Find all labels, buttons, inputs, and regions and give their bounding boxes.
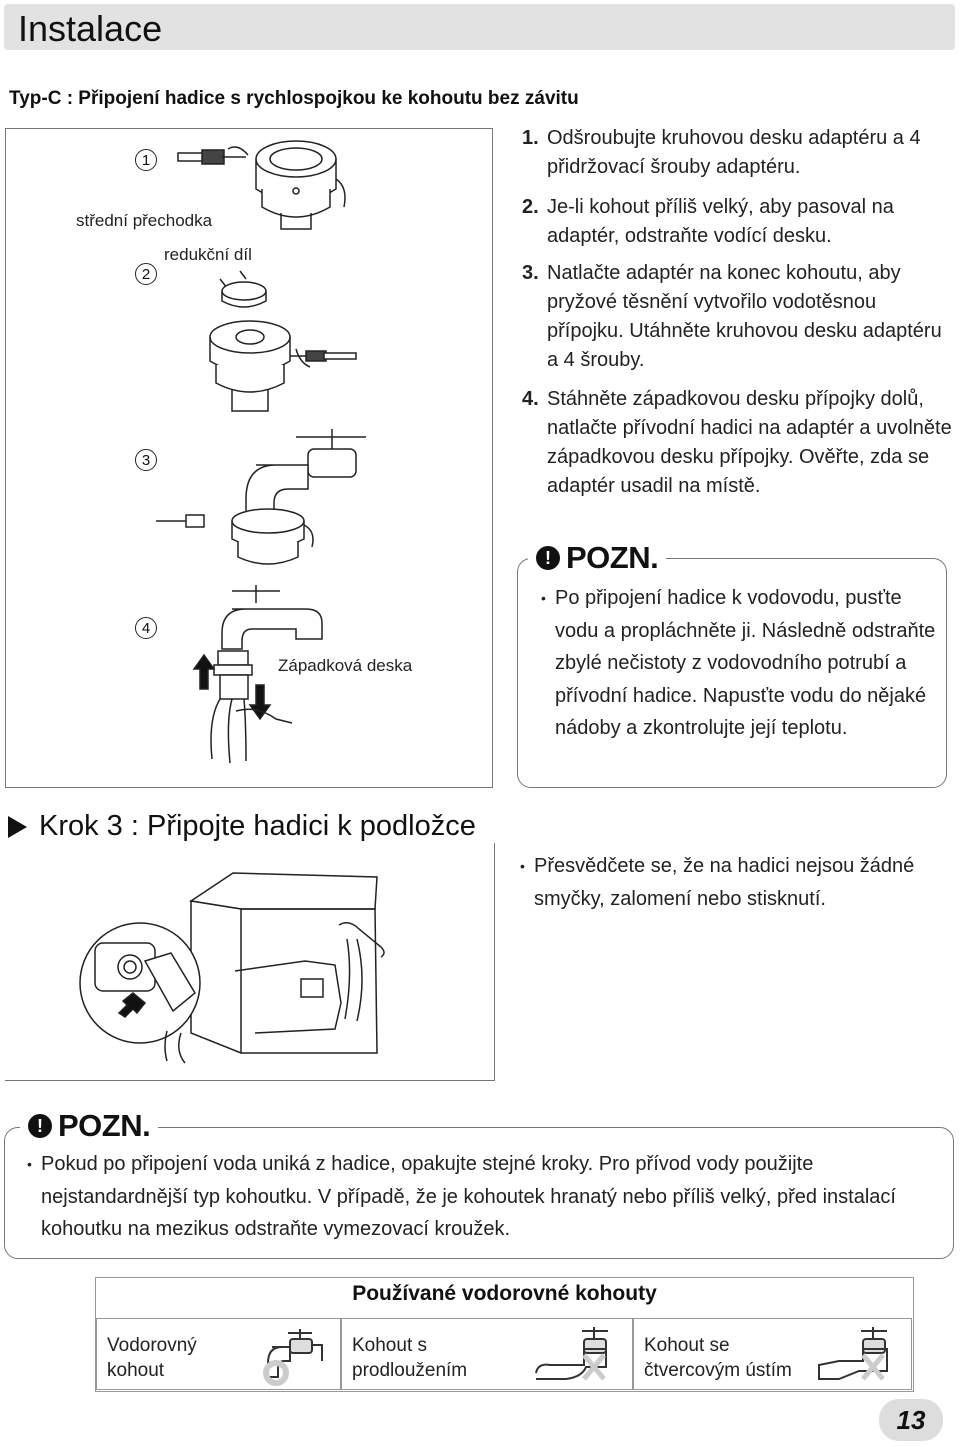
washer-illustration xyxy=(5,843,495,1081)
adapter-figure xyxy=(5,128,493,788)
label-reducer: redukční díl xyxy=(164,245,252,264)
horizontal-faucet-icon xyxy=(262,1325,332,1385)
step-3-number: 3. xyxy=(522,262,539,284)
krok-3-title: Krok 3 : Připojte hadici k podložce xyxy=(39,810,476,842)
krok-3-body: Přesvědčete se, že na hadici nejsou žádné smyčky, zalomení nebo stisknutí. xyxy=(534,855,915,910)
step-2 xyxy=(522,193,952,251)
page-number: 13 xyxy=(879,1399,943,1441)
note-1-bullet: • xyxy=(541,590,546,606)
note-1-header xyxy=(528,540,666,576)
note-2-header xyxy=(20,1108,158,1144)
marker-3: 3 xyxy=(135,449,157,471)
note-1-body: Po připojení hadice k vodovodu, pusťte vodu a propláchněte ji. Následně odstraňte zbylé nečistoty z vodovodního potrubí a přívodní hadice. Napusťte vodu do nějaké nádoby a zkontrolujte její teplotu. xyxy=(555,587,936,739)
faucet-label-horizontal xyxy=(107,1333,197,1383)
faucet-cell-horizontal xyxy=(96,1318,341,1390)
faucet-types-table xyxy=(95,1277,914,1392)
faucet-label-extended-line1: Kohout s xyxy=(352,1335,427,1356)
faucet-label-square-line1: Kohout se xyxy=(644,1335,730,1356)
step-1-number: 1. xyxy=(522,127,539,149)
step-4-number: 4. xyxy=(522,388,539,410)
warning-icon: ! xyxy=(28,1114,52,1138)
faucet-cell-square xyxy=(633,1318,912,1390)
marker-4: 4 xyxy=(135,617,157,639)
note-2-body: Pokud po připojení voda uniká z hadice, opakujte stejné kroky. Pro přívod vody použijte nejstandardnější typ kohoutku. V případě, že je kohoutek hranatý nebo příliš velký, před instalací kohoutku na mezikus odstraňte vymezovací kroužek. xyxy=(41,1153,896,1240)
note-2-title: POZN. xyxy=(58,1108,151,1143)
square-faucet-icon xyxy=(813,1325,903,1385)
warning-icon: ! xyxy=(536,546,560,570)
washer-hose-figure xyxy=(5,843,495,1081)
marker-1: 1 xyxy=(135,149,157,171)
adapter-illustration xyxy=(6,129,494,789)
label-middle-adapter: střední přechodka xyxy=(76,211,213,230)
faucet-label-square-line2: čtvercovým ústím xyxy=(644,1360,792,1381)
section-subtitle: Typ-C : Připojení hadice s rychlospojkou ke kohoutu bez závitu xyxy=(9,88,579,109)
faucet-label-horizontal-line1: Vodorovný xyxy=(107,1335,197,1356)
krok-3-heading xyxy=(8,810,476,843)
faucet-label-horizontal-line2: kohout xyxy=(107,1360,165,1381)
marker-2: 2 xyxy=(135,263,157,285)
faucet-table-title: Používané vodorovné kohouty xyxy=(352,1282,657,1305)
triangle-bullet-icon xyxy=(8,816,27,838)
faucet-label-square xyxy=(644,1333,792,1383)
faucet-cell-extended xyxy=(341,1318,633,1390)
step-2-text: Je-li kohout příliš velký, aby pasoval na adaptér, odstraňte vodící desku. xyxy=(547,196,894,247)
step-4-text: Stáhněte západkovou desku přípojky dolů, natlačte přívodní hadici na adaptér a uvolněte západkovou desku přípojky. Ověřte, zda se adaptér usadil na místě. xyxy=(547,388,952,497)
krok-3-bullet: • xyxy=(520,858,525,874)
note-2-bullet: • xyxy=(27,1156,32,1172)
step-3-text: Natlačte adaptér na konec kohoutu, aby pryžové těsnění vytvořilo vodotěsnou přípojku. Utáhněte kruhovou desku adaptéru a 4 šrouby. xyxy=(547,262,942,371)
page-title: Instalace xyxy=(18,8,163,49)
note-2-text xyxy=(27,1148,947,1246)
step-3 xyxy=(522,259,952,375)
note-1-text xyxy=(541,582,946,745)
step-1-text: Odšroubujte kruhovou desku adaptéru a 4 přidržovací šrouby adaptéru. xyxy=(547,127,921,178)
krok-3-text xyxy=(520,850,950,915)
step-2-number: 2. xyxy=(522,196,539,218)
label-latch-plate: Západková deska xyxy=(278,656,413,675)
step-4 xyxy=(522,385,952,501)
faucet-label-extended-line2: prodloužením xyxy=(352,1360,468,1381)
note-1-title: POZN. xyxy=(566,540,659,575)
step-1 xyxy=(522,124,952,182)
extended-faucet-icon xyxy=(534,1325,624,1385)
faucet-label-extended xyxy=(352,1333,467,1383)
